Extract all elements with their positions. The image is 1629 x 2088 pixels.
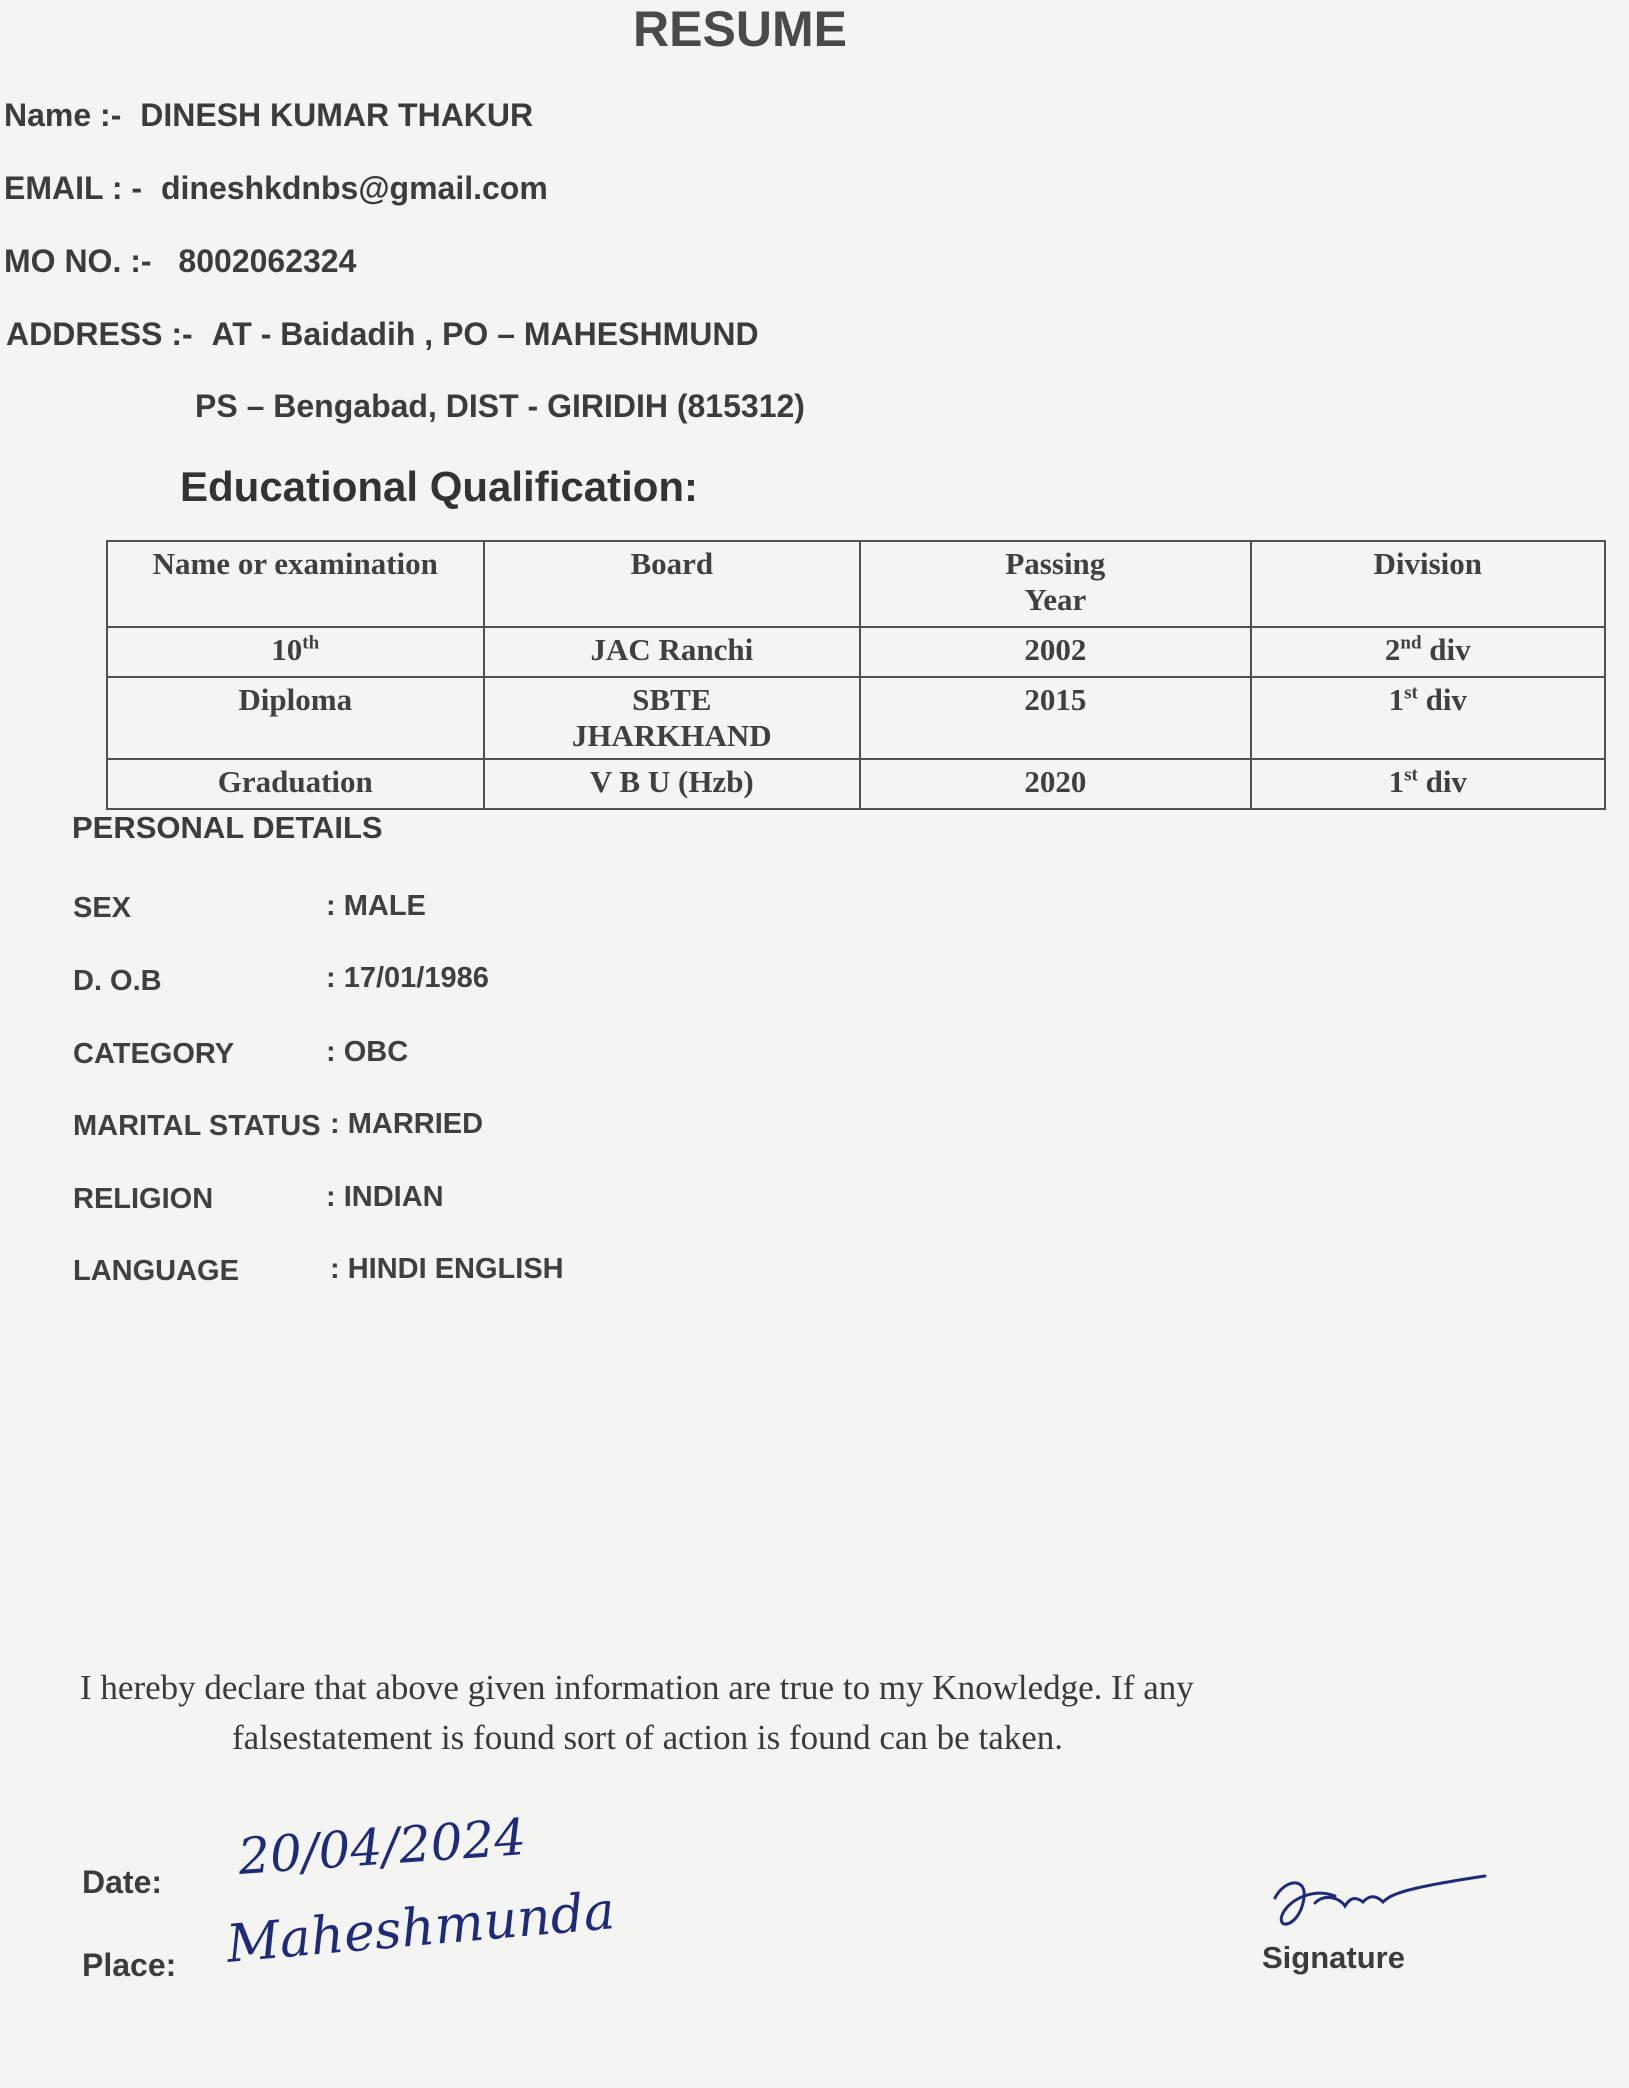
board-cell: V B U (Hzb) [484,759,861,809]
personal-heading: PERSONAL DETAILS [72,810,383,845]
declaration-line2: falsestatement is found sort of action is found can be taken. [232,1718,1064,1757]
year-cell: 2002 [860,627,1250,677]
address-line2: PS – Bengabad, DIST - GIRIDIH (815312) [195,388,805,424]
board-cell: SBTE JHARKHAND [484,677,861,759]
signature-label: Signature [1262,1940,1405,1975]
mobile-value: 8002062324 [178,243,357,279]
name-value: DINESH KUMAR THAKUR [140,97,534,133]
column-header: Division [1251,541,1605,627]
place-handwritten: Maheshmunda [224,1881,618,1975]
table-row [107,677,1605,759]
resume-title: RESUME [633,1,847,57]
marital-status-label: MARITAL STATUS [73,1110,321,1142]
table-header-row [107,541,1605,627]
division-cell: 1st div [1251,759,1605,809]
religion-value: : INDIAN [326,1181,444,1213]
mobile-label: MO NO. :- [4,243,152,279]
category-value: : OBC [326,1036,409,1068]
language-label: LANGUAGE [73,1255,239,1287]
signature-scribble [1255,1858,1495,1948]
address-label: ADDRESS :- [6,316,193,352]
division-cell: 1st div [1251,677,1605,759]
sex-value: : MALE [326,890,426,922]
exam-cell: Graduation [107,759,484,809]
table-row [107,759,1605,809]
marital-status-value: : MARRIED [330,1108,484,1140]
dob-label: D. O.B [73,965,162,997]
date-handwritten: 20/04/2024 [236,1808,528,1886]
religion-label: RELIGION [73,1183,214,1215]
dob-value: : 17/01/1986 [326,962,489,994]
column-header: Passing Year [860,541,1250,627]
name-label: Name :- [4,97,122,133]
date-label: Date: [82,1864,163,1900]
exam-cell: Diploma [107,677,484,759]
education-table [106,540,1606,810]
board-cell: JAC Ranchi [484,627,861,677]
sex-label: SEX [73,892,132,924]
column-header: Board [484,541,861,627]
division-cell: 2nd div [1251,627,1605,677]
place-label: Place: [82,1947,177,1983]
year-cell: 2015 [860,677,1250,759]
email-row [4,170,548,207]
exam-cell: 10th [107,627,484,677]
year-cell: 2020 [860,759,1250,809]
name-row [4,97,533,134]
address-line1: AT - Baidadih , PO – MAHESHMUND [211,316,759,352]
address-row [6,316,759,353]
table-row [107,627,1605,677]
declaration-line1: I hereby declare that above given information are true to my Knowledge. If any [80,1668,1194,1707]
email-label: EMAIL : - [4,170,143,206]
category-label: CATEGORY [73,1038,235,1070]
email-value: dineshkdnbs@gmail.com [160,170,548,206]
mobile-row [4,243,356,280]
signature-mark [1255,1858,1495,1948]
column-header: Name or examination [107,541,484,627]
language-value: : HINDI ENGLISH [330,1253,564,1285]
education-heading: Educational Qualification: [180,463,699,510]
